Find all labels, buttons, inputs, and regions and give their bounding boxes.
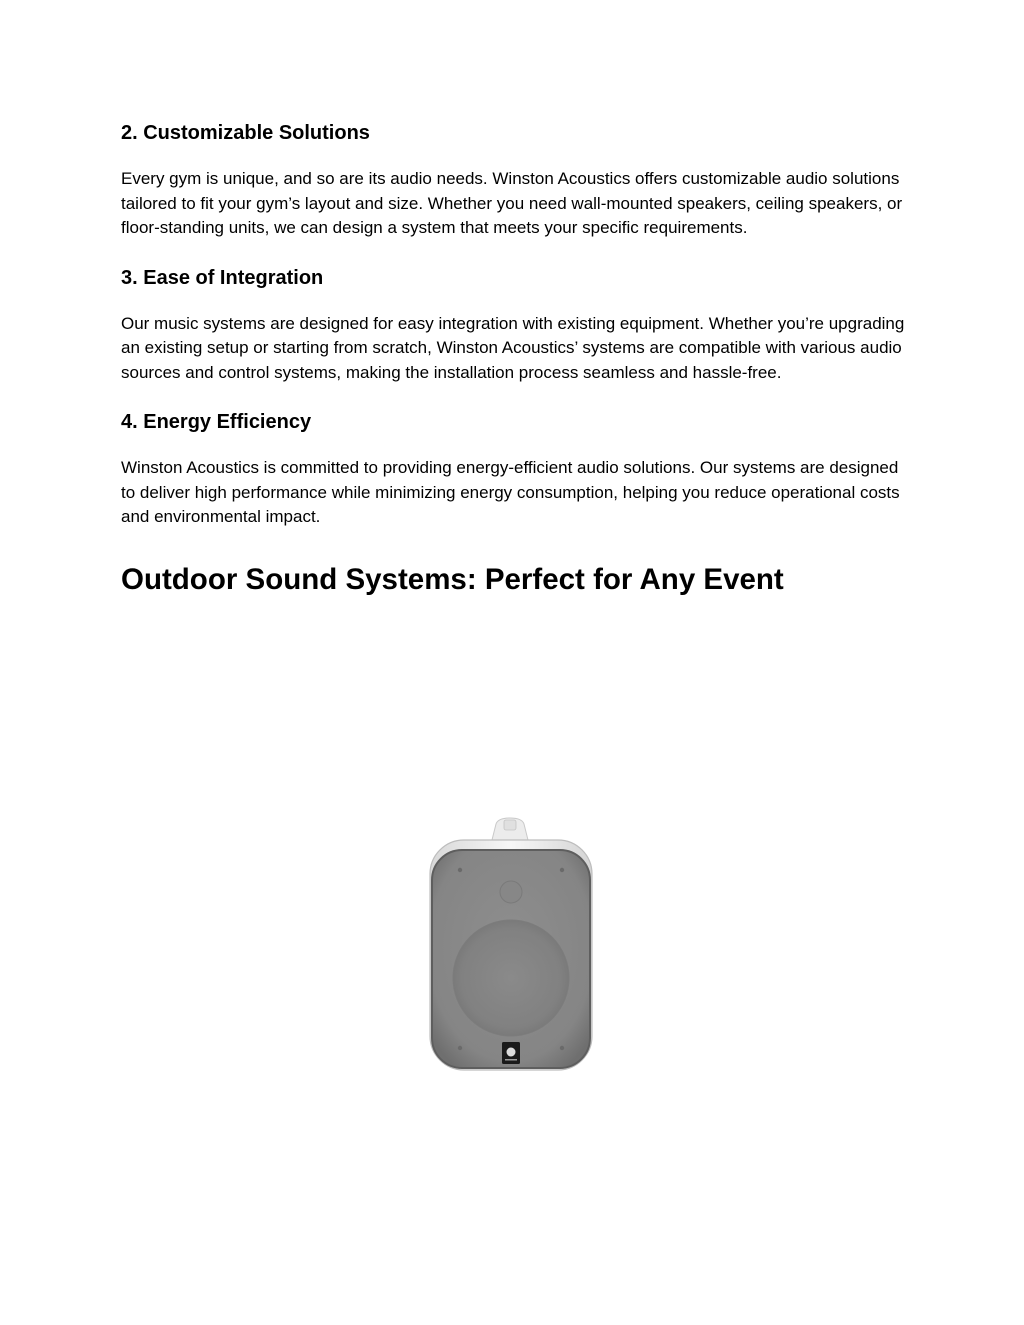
- section-heading-customizable-solutions: 2. Customizable Solutions: [121, 122, 370, 144]
- section-heading-ease-of-integration: 3. Ease of Integration: [121, 266, 324, 289]
- section-heading-energy-efficiency: 4. Energy Efficiency: [121, 411, 312, 433]
- section-text-ease-of-integration: Our music systems are designed for easy integration with existing equipment. Whether you’re upgrading an existing setup or starting from scratch, Winston Acoustics’ systems are compatible with various audio sources and control systems, making the installation process seamless and hassle-free.: [121, 313, 905, 382]
- main-heading-outdoor-sound-systems: Outdoor Sound Systems: Perfect for Any Event: [121, 562, 784, 596]
- section-text-customizable-solutions: Every gym is unique, and so are its audio needs. Winston Acoustics offers customizable audio solutions tailored to fit your gym’s layout and size. Whether you need wall-mounted speakers, ceiling speakers, or floor-standing units, we can design a system that meets your specific requirements.: [121, 169, 903, 237]
- outdoor-speaker-icon: [410, 810, 610, 1080]
- speaker-image: [410, 810, 610, 1080]
- section-text-energy-efficiency: Winston Acoustics is committed to providing energy-efficient audio solutions. Our systems are designed to deliver high performance while minimizing energy consumption, helping you reduce operational costs and environmental impact.: [121, 458, 900, 526]
- document-content: [121, 119, 911, 600]
